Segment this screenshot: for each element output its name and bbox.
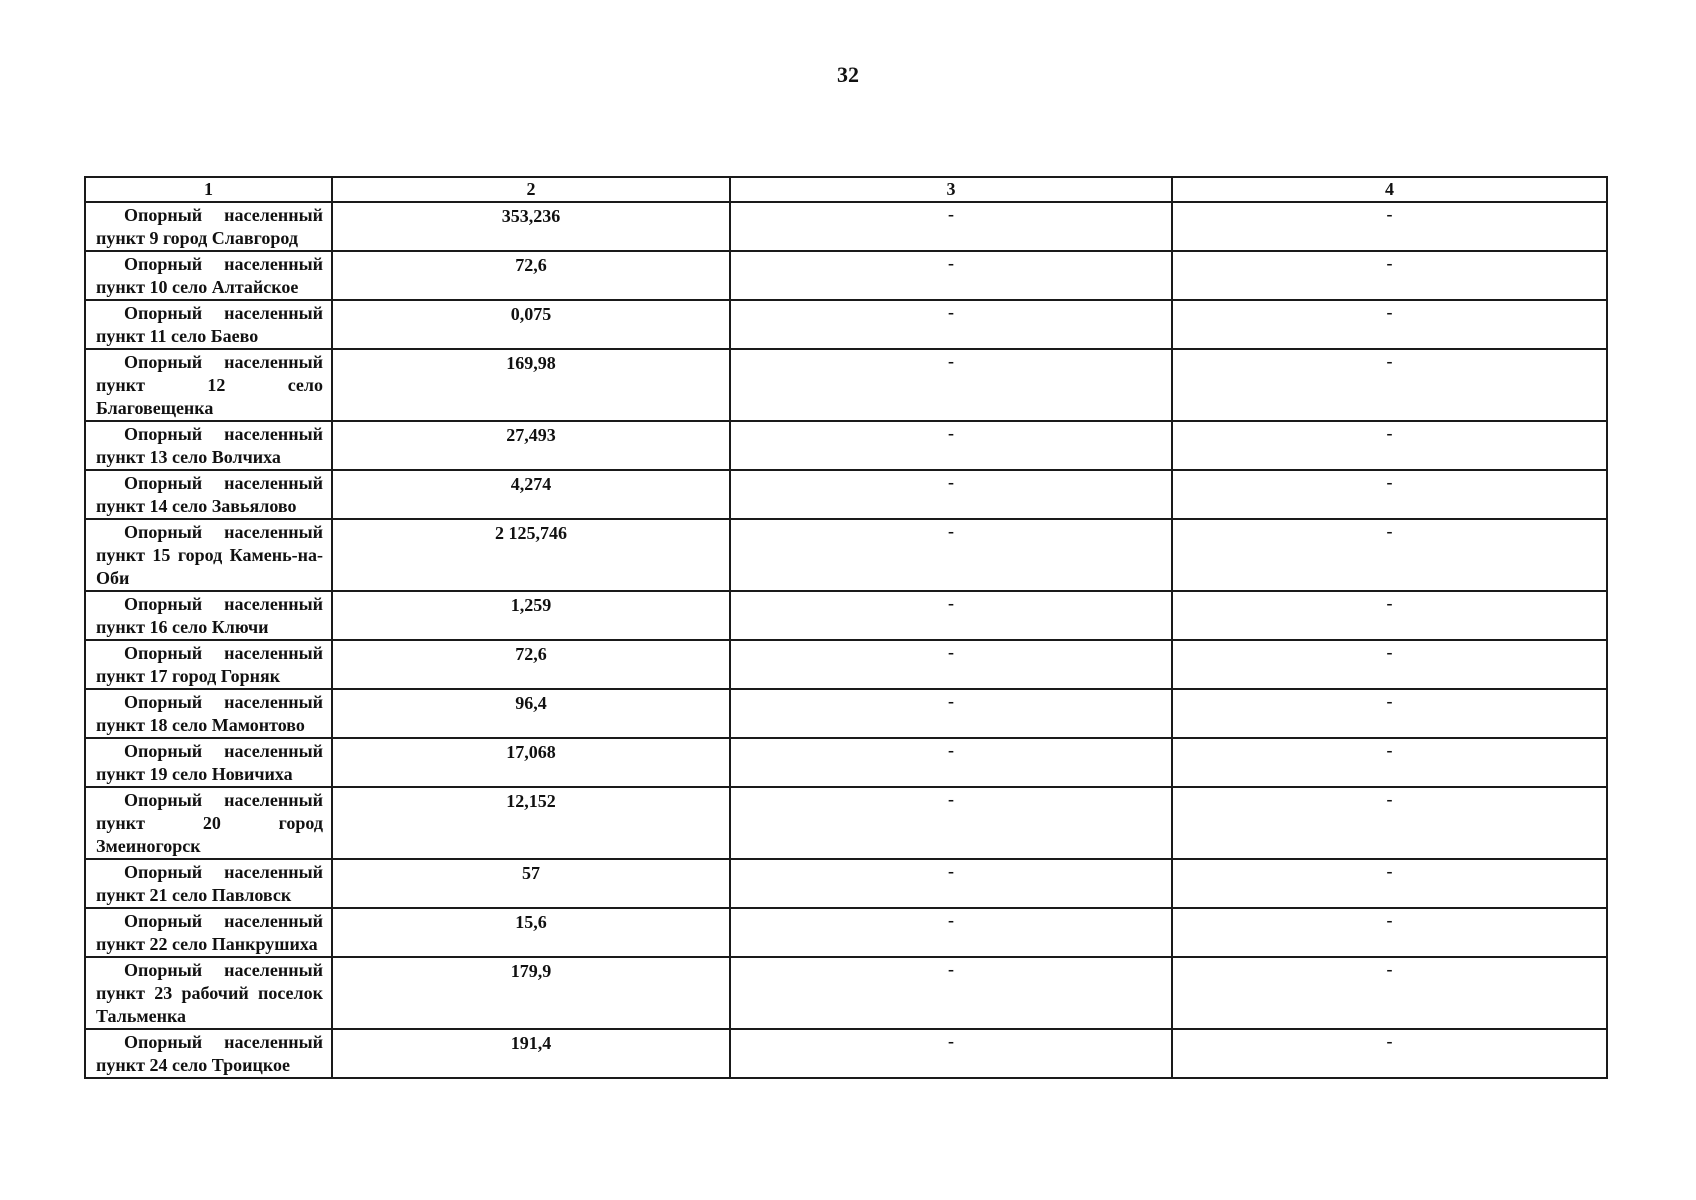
value-cell: 191,4 (332, 1029, 730, 1078)
column-4-cell: - (1172, 689, 1607, 738)
settlement-name-cell (85, 689, 332, 738)
table-row (85, 300, 1607, 349)
column-header-3: 3 (730, 177, 1172, 202)
settlements-table (84, 176, 1608, 1079)
column-3-cell: - (730, 689, 1172, 738)
settlement-name-cell (85, 202, 332, 251)
column-4-cell: - (1172, 349, 1607, 421)
value-cell: 27,493 (332, 421, 730, 470)
table-row (85, 349, 1607, 421)
column-3-cell: - (730, 859, 1172, 908)
table-header-row (85, 177, 1607, 202)
column-4-cell: - (1172, 519, 1607, 591)
column-3-cell: - (730, 908, 1172, 957)
settlement-name: Опорный населенный пункт 20 город Змеиногорск (96, 790, 323, 856)
settlement-name: Опорный населенный пункт 11 село Баево (96, 303, 323, 346)
table-row (85, 640, 1607, 689)
column-4-cell: - (1172, 251, 1607, 300)
column-3-cell: - (730, 591, 1172, 640)
settlement-name: Опорный населенный пункт 17 город Горняк (96, 643, 323, 686)
settlement-name: Опорный населенный пункт 10 село Алтайское (96, 254, 323, 297)
settlement-name: Опорный населенный пункт 12 село Благовещенка (96, 352, 323, 418)
table-row (85, 689, 1607, 738)
settlement-name-cell (85, 300, 332, 349)
column-4-cell: - (1172, 859, 1607, 908)
settlement-name: Опорный населенный пункт 13 село Волчиха (96, 424, 323, 467)
settlement-name-cell (85, 421, 332, 470)
table-body (85, 202, 1607, 1078)
settlement-name: Опорный населенный пункт 15 город Камень-на-Оби (96, 522, 323, 588)
settlement-name: Опорный населенный пункт 21 село Павловск (96, 862, 323, 905)
settlement-name-cell (85, 519, 332, 591)
value-cell: 17,068 (332, 738, 730, 787)
column-header-2: 2 (332, 177, 730, 202)
column-4-cell: - (1172, 957, 1607, 1029)
settlement-name: Опорный населенный пункт 16 село Ключи (96, 594, 323, 637)
column-4-cell: - (1172, 300, 1607, 349)
settlement-name-cell (85, 470, 332, 519)
value-cell: 1,259 (332, 591, 730, 640)
table-row (85, 202, 1607, 251)
table-row (85, 251, 1607, 300)
settlement-name: Опорный населенный пункт 23 рабочий поселок Тальменка (96, 960, 323, 1026)
column-3-cell: - (730, 738, 1172, 787)
table-row (85, 957, 1607, 1029)
column-header-1: 1 (85, 177, 332, 202)
value-cell: 57 (332, 859, 730, 908)
settlement-name-cell (85, 859, 332, 908)
table-row (85, 1029, 1607, 1078)
settlement-name-cell (85, 251, 332, 300)
table-row (85, 738, 1607, 787)
table-row (85, 787, 1607, 859)
settlement-name-cell (85, 591, 332, 640)
column-3-cell: - (730, 349, 1172, 421)
page-number: 32 (837, 62, 859, 87)
table-row (85, 591, 1607, 640)
value-cell: 72,6 (332, 251, 730, 300)
column-4-cell: - (1172, 470, 1607, 519)
settlement-name-cell (85, 640, 332, 689)
table-row (85, 421, 1607, 470)
value-cell: 15,6 (332, 908, 730, 957)
table-row (85, 470, 1607, 519)
value-cell: 4,274 (332, 470, 730, 519)
settlement-name: Опорный населенный пункт 19 село Новичиха (96, 741, 323, 784)
settlement-name-cell (85, 908, 332, 957)
column-3-cell: - (730, 470, 1172, 519)
settlement-name-cell (85, 787, 332, 859)
settlement-name-cell (85, 738, 332, 787)
settlement-name: Опорный населенный пункт 9 город Славгород (96, 205, 323, 248)
column-4-cell: - (1172, 787, 1607, 859)
column-3-cell: - (730, 421, 1172, 470)
value-cell: 179,9 (332, 957, 730, 1029)
value-cell: 96,4 (332, 689, 730, 738)
column-4-cell: - (1172, 421, 1607, 470)
settlement-name: Опорный населенный пункт 14 село Завьялово (96, 473, 323, 516)
table-row (85, 519, 1607, 591)
column-header-4: 4 (1172, 177, 1607, 202)
column-3-cell: - (730, 1029, 1172, 1078)
settlement-name-cell (85, 349, 332, 421)
value-cell: 169,98 (332, 349, 730, 421)
settlement-name: Опорный населенный пункт 18 село Мамонтово (96, 692, 323, 735)
column-4-cell: - (1172, 202, 1607, 251)
value-cell: 12,152 (332, 787, 730, 859)
column-3-cell: - (730, 787, 1172, 859)
column-4-cell: - (1172, 908, 1607, 957)
column-3-cell: - (730, 519, 1172, 591)
settlement-name-cell (85, 1029, 332, 1078)
value-cell: 353,236 (332, 202, 730, 251)
table-row (85, 908, 1607, 957)
column-4-cell: - (1172, 738, 1607, 787)
column-3-cell: - (730, 251, 1172, 300)
settlement-name: Опорный населенный пункт 24 село Троицкое (96, 1032, 323, 1075)
column-3-cell: - (730, 300, 1172, 349)
value-cell: 2 125,746 (332, 519, 730, 591)
settlement-name-cell (85, 957, 332, 1029)
settlement-name: Опорный населенный пункт 22 село Панкрушиха (96, 911, 323, 954)
column-4-cell: - (1172, 1029, 1607, 1078)
column-3-cell: - (730, 957, 1172, 1029)
column-4-cell: - (1172, 591, 1607, 640)
column-4-cell: - (1172, 640, 1607, 689)
value-cell: 0,075 (332, 300, 730, 349)
column-3-cell: - (730, 202, 1172, 251)
value-cell: 72,6 (332, 640, 730, 689)
column-3-cell: - (730, 640, 1172, 689)
table-row (85, 859, 1607, 908)
